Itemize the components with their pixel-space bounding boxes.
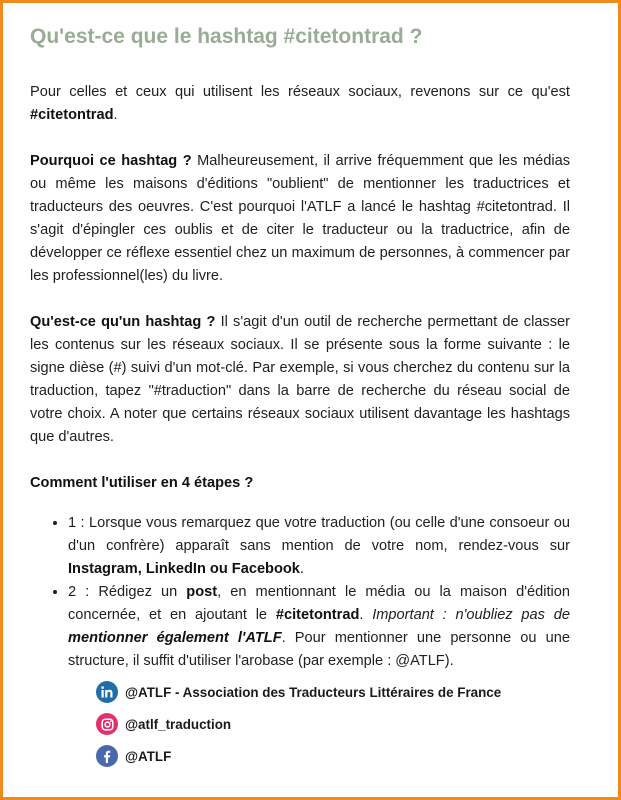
step1-end: . xyxy=(299,561,304,577)
why-text: Malheureusement, il arrive fréquemment que les médias ou même les maisons d'éditions "oublient" de mentionner les traductrices et traducteurs des oeuvres. C'est pourquoi l'ATLF a lancé le hashtag #citetontrad. Il s'agit d'épingler ces oublis et de citer le traducteur ou la traductrice, afin de développer ce réflexe essentiel chez un maximum de personnes, à commencer par les professionnel(les) du livre. xyxy=(30,153,570,284)
social-link-linkedin[interactable] xyxy=(96,681,501,703)
social-links xyxy=(96,681,501,777)
what-text: Il s'agit d'un outil de recherche permettant de classer les contenus sur les réseaux sociaux. Il se présente sous la forme suivante : le signe dièse (#) suivi d'un mot-clé. Par exemple, si vous cherchez du contenu sur la traduction, tapez "#traduction" dans la barre de recherche du réseau social de votre choix. A noter que certains réseaux sociaux utilisent davantage les hashtags que d'autres. xyxy=(30,314,570,445)
intro-paragraph xyxy=(30,81,570,127)
social-label-instagram: @atlf_traduction xyxy=(125,716,232,732)
steps-title xyxy=(30,472,570,495)
page-title: Qu'est-ce que le hashtag #citetontrad ? xyxy=(30,25,423,48)
social-link-instagram[interactable] xyxy=(96,713,501,735)
step2-text-d: . Pour mentionner une personne ou une structure, il suffit d'utiliser l'arobase (par exemple : @ATLF). xyxy=(68,630,570,669)
facebook-icon xyxy=(96,745,118,767)
step2-text-a: 2 : Rédigez un xyxy=(68,584,187,600)
step1-networks: Instagram, LinkedIn ou Facebook xyxy=(68,561,300,577)
steps-list xyxy=(30,512,570,673)
step2-important: Important : n'oubliez pas de xyxy=(372,607,570,623)
steps-title-text: Comment l'utiliser en 4 étapes ? xyxy=(30,475,254,491)
social-link-facebook[interactable] xyxy=(96,745,501,767)
step2-mention-atlf: mentionner également l'ATLF xyxy=(68,630,282,646)
what-paragraph xyxy=(30,311,570,449)
why-paragraph xyxy=(30,150,570,288)
why-label: Pourquoi ce hashtag ? xyxy=(30,153,192,169)
list-item xyxy=(68,512,570,581)
step2-text-c: . xyxy=(359,607,373,623)
instagram-icon xyxy=(96,713,118,735)
step1-text: 1 : Lorsque vous remarquez que votre traduction (ou celle d'une consoeur ou d'un confrère) apparaît sans mention de votre nom, rendez-vous sur xyxy=(68,515,570,554)
intro-end: . xyxy=(113,107,118,123)
intro-hashtag: #citetontrad xyxy=(30,107,114,123)
social-label-facebook: @ATLF xyxy=(125,748,172,764)
step2-text-b: , en mentionnant le média ou la maison d'édition concernée, et en ajoutant le xyxy=(68,584,570,623)
what-label: Qu'est-ce qu'un hashtag ? xyxy=(30,314,216,330)
step2-hashtag: #citetontrad xyxy=(275,607,360,623)
intro-text: Pour celles et ceux qui utilisent les réseaux sociaux, revenons sur ce qu'est xyxy=(30,84,570,100)
linkedin-icon xyxy=(96,681,118,703)
article xyxy=(30,22,570,673)
list-item xyxy=(68,581,570,673)
social-label-linkedin: @ATLF - Association des Traducteurs Littéraires de France xyxy=(125,684,502,700)
step2-post: post xyxy=(186,584,218,600)
